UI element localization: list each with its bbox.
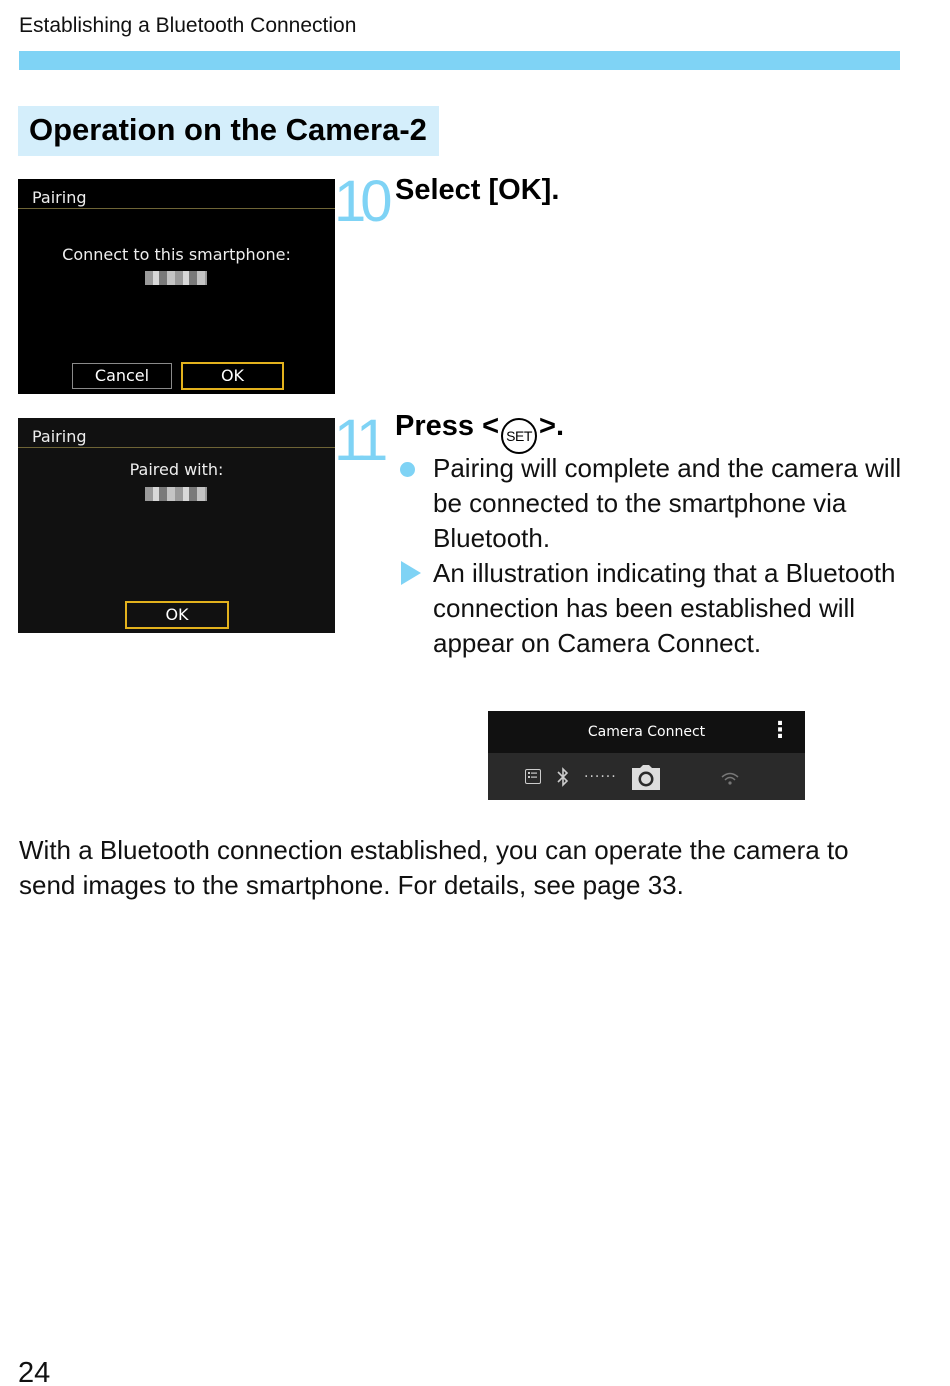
screen-title: Pairing — [32, 188, 87, 207]
set-button-icon: SET — [501, 418, 537, 454]
screen-message: Connect to this smartphone: — [62, 245, 291, 264]
bullet-text: Pairing will complete and the camera will be connected to the smartphone via Bluetooth. — [433, 453, 902, 553]
screen-message: Paired with: — [129, 460, 224, 479]
screen-divider — [18, 447, 335, 448]
step-title-10: Select [OK]. — [395, 174, 560, 206]
section-title: Operation on the Camera-2 — [29, 112, 427, 147]
step-title-11 — [395, 410, 564, 454]
screen-title: Pairing — [32, 427, 87, 446]
smartphone-name-redacted — [145, 487, 207, 501]
menu-icon[interactable]: ⋮ — [769, 718, 791, 743]
app-title: Camera Connect — [587, 724, 706, 740]
step-title-suffix: >. — [539, 410, 565, 442]
step-number-11: 11 — [334, 408, 383, 473]
dots-icon: ······ — [584, 769, 617, 785]
bluetooth-icon — [556, 767, 570, 787]
camera-screen-paired — [18, 418, 335, 633]
header-bar — [19, 51, 900, 70]
result-arrow-icon — [401, 561, 421, 585]
page-number: 24 — [18, 1357, 51, 1386]
camera-screen-connect — [18, 179, 335, 394]
ok-button[interactable]: OK — [181, 362, 284, 390]
ok-button[interactable]: OK — [125, 601, 229, 629]
smartphone-name-redacted — [145, 271, 207, 285]
cancel-button[interactable]: Cancel — [72, 363, 172, 389]
camera-icon[interactable] — [630, 765, 662, 791]
step-title-prefix: Press < — [395, 410, 500, 442]
running-header: Establishing a Bluetooth Connection — [19, 14, 357, 37]
list-icon[interactable] — [525, 769, 541, 784]
camera-connect-app-screen — [488, 711, 805, 800]
screen-divider — [18, 208, 335, 209]
bullet-dot-icon — [400, 462, 415, 477]
wifi-icon — [721, 771, 739, 785]
section-title-box — [18, 106, 439, 156]
body-paragraph: With a Bluetooth connection established, you can operate the camera to send images to the smartphone. For details, see page 33. — [19, 835, 849, 900]
step-number-10: 10 — [334, 169, 387, 234]
app-title-bar — [488, 711, 805, 753]
result-text: An illustration indicating that a Bluetooth connection has been established will appear on Camera Connect. — [433, 558, 896, 658]
